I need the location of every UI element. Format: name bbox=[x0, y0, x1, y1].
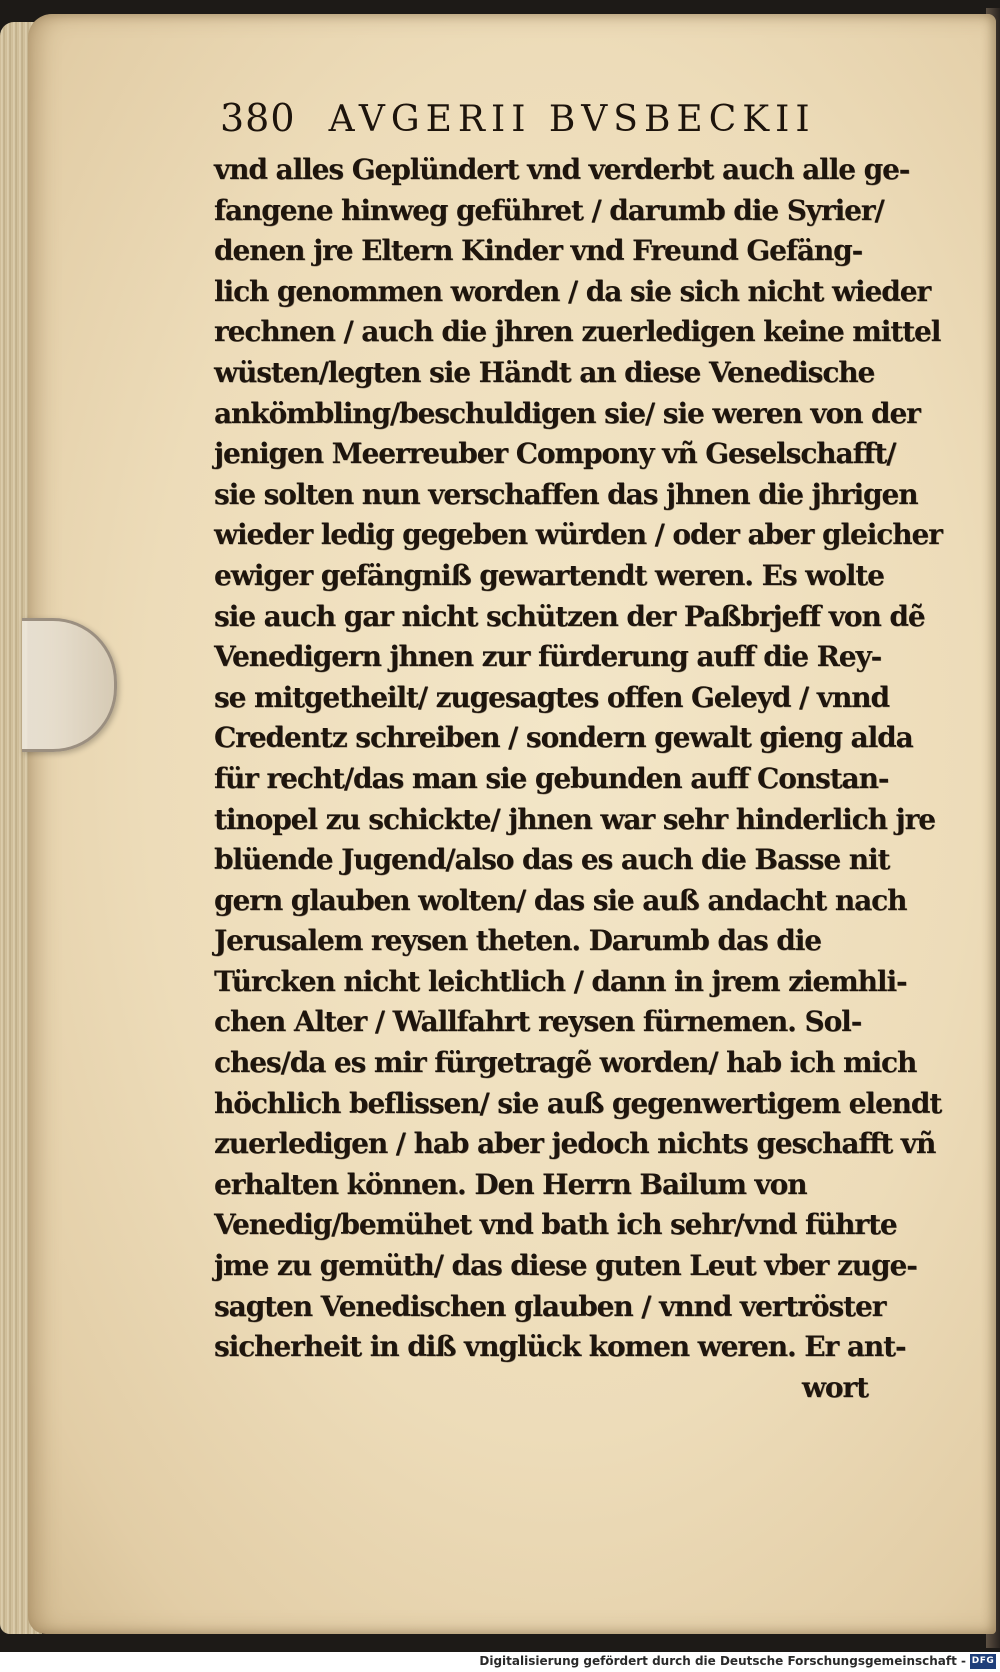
text-line: lich genommen worden / da sie sich nicht wieder bbox=[214, 274, 931, 308]
page-number: 380 bbox=[220, 96, 296, 140]
text-line: blüende Jugend/also das es auch die Basse nit bbox=[214, 843, 890, 877]
text-line: gern glauben wolten/ das sie auß andacht nach bbox=[214, 883, 907, 917]
text-line: rechnen / auch die jhren zuerledigen keine mittel bbox=[214, 315, 941, 349]
text-line: sie solten nun verschaffen das jhnen die jhrigen bbox=[214, 477, 918, 511]
text-line: für recht/das man sie gebunden auff Constan- bbox=[214, 761, 889, 795]
text-line: ches/da es mir fürgetragẽ worden/ hab ich mich bbox=[214, 1046, 917, 1080]
text-line: zuerledigen / hab aber jedoch nichts geschafft vñ bbox=[214, 1127, 936, 1161]
text-line: jenigen Meerreuber Compony vñ Geselschafft/ bbox=[214, 437, 896, 471]
text-line: erhalten können. Den Herrn Bailum von bbox=[214, 1167, 807, 1201]
running-header bbox=[220, 96, 860, 150]
digitization-credit: Digitalisierung gefördert durch die Deutsche Forschungsgemeinschaft - bbox=[479, 1654, 966, 1668]
footer-strip bbox=[0, 1652, 1000, 1672]
catchword: wort bbox=[801, 1370, 868, 1404]
text-line: se mitgetheilt/ zugesagtes offen Geleyd / vnnd bbox=[214, 680, 889, 714]
text-line: Venedig/bemühet vnd bath ich sehr/vnd führte bbox=[214, 1208, 897, 1242]
text-line: tinopel zu schickte/ jhnen war sehr hinderlich jre bbox=[214, 802, 935, 836]
body-text bbox=[214, 150, 942, 1408]
text-line: sie auch gar nicht schützen der Paßbrjeff von dẽ bbox=[214, 599, 925, 633]
text-line: sicherheit in diß vnglück komen weren. Er ant- bbox=[214, 1330, 906, 1364]
dfg-logo-icon: DFG bbox=[970, 1654, 996, 1669]
text-line: fangene hinweg geführet / darumb die Syrier/ bbox=[214, 193, 884, 227]
running-title: AVGERII BVSBECKII bbox=[328, 99, 816, 140]
text-line: Venedigern jhnen zur fürderung auff die Rey- bbox=[214, 640, 882, 674]
text-line: Credentz schreiben / sondern gewalt gieng alda bbox=[214, 721, 913, 755]
page-clip-tab bbox=[22, 618, 117, 752]
text-line: wüsten/legten sie Händt an diese Venedische bbox=[214, 355, 875, 389]
text-line: ankömbling/beschuldigen sie/ sie weren von der bbox=[214, 396, 920, 430]
text-line: Jerusalem reysen theten. Darumb das die bbox=[214, 924, 821, 958]
text-line: höchlich beflissen/ sie auß gegenwertigem elendt bbox=[214, 1086, 942, 1120]
text-line: vnd alles Geplündert vnd verderbt auch alle ge- bbox=[214, 153, 910, 186]
text-line: chen Alter / Wallfahrt reysen fürnemen. Sol- bbox=[214, 1005, 862, 1039]
text-line: wieder ledig gegeben würden / oder aber gleicher bbox=[214, 518, 942, 552]
text-line: sagten Venedischen glauben / vnnd vertröster bbox=[214, 1289, 886, 1323]
text-line: Türcken nicht leichtlich / dann in jrem ziemhli- bbox=[214, 964, 907, 998]
text-line: denen jre Eltern Kinder vnd Freund Gefäng- bbox=[214, 234, 863, 268]
text-line: ewiger gefängniß gewartendt weren. Es wolte bbox=[214, 558, 884, 592]
text-line: jme zu gemüth/ das diese guten Leut vber zuge- bbox=[214, 1249, 917, 1283]
